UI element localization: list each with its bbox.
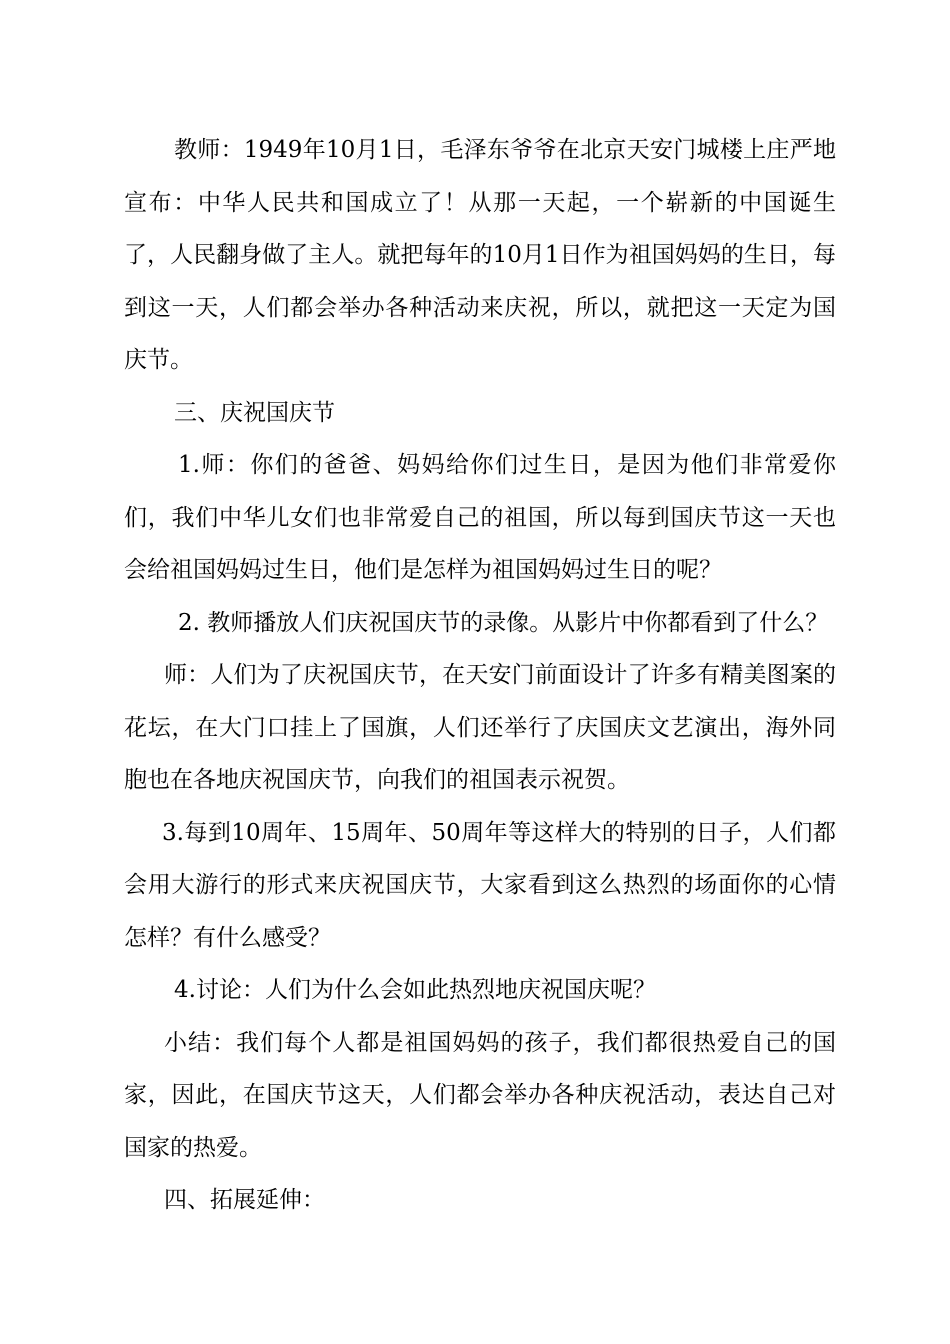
paragraph-item-1: 1.师：你们的爸爸、妈妈给你们过生日，是因为他们非常爱你们，我们中华儿女们也非常爱自己的祖国，所以每到国庆节这一天也会给祖国妈妈过生日，他们是怎样为祖国妈妈过生日的呢？ bbox=[124, 452, 836, 583]
document-body bbox=[124, 124, 836, 1227]
paragraph-summary: 小结：我们每个人都是祖国妈妈的孩子，我们都很热爱自己的国家，因此，在国庆节这天，人们都会举办各种庆祝活动，表达自己对国家的热爱。 bbox=[124, 1029, 836, 1161]
section-heading-celebrate: 三、庆祝国庆节 bbox=[174, 399, 335, 426]
paragraph-item-4: 4.讨论：人们为什么会如此热烈地庆祝国庆呢？ bbox=[174, 977, 656, 1003]
section-heading-extension: 四、拓展延伸： bbox=[164, 1187, 325, 1213]
paragraph-teacher-intro: 教师：1949年10月1日，毛泽东爷爷在北京天安门城楼上庄严地宣布：中华人民共和国成立了！从那一天起，一个崭新的中国诞生了，人民翻身做了主人。就把每年的10月1日作为祖国妈妈的生日，每到这一天，人们都会举办各种活动来庆祝，所以，就把这一天定为国庆节。 bbox=[124, 137, 836, 373]
paragraph-teacher-explain: 师：人们为了庆祝国庆节，在天安门前面设计了许多有精美图案的花坛，在大门口挂上了国旗，人们还举行了庆国庆文艺演出，海外同胞也在各地庆祝国庆节，向我们的祖国表示祝贺。 bbox=[124, 662, 836, 793]
paragraph-item-3: 3.每到10周年、15周年、50周年等这样大的特别的日子，人们都会用大游行的形式来庆祝国庆节，大家看到这么热烈的场面你的心情怎样？有什么感受？ bbox=[124, 819, 836, 951]
paragraph-item-2: 2. 教师播放人们庆祝国庆节的录像。从影片中你都看到了什么？ bbox=[178, 609, 829, 636]
